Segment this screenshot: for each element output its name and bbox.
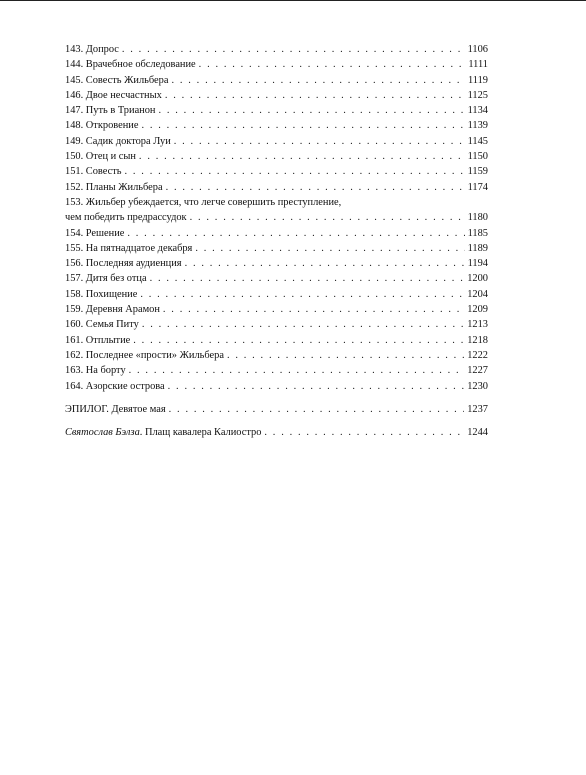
entry-title: 149. Садик доктора Луи: [65, 135, 171, 147]
entry-page: 1119: [467, 74, 488, 86]
toc-entry: [65, 256, 488, 271]
top-rule: [0, 0, 586, 1]
entry-page: 1209: [467, 304, 488, 316]
entry-title: 147. Путь в Трианон: [65, 105, 156, 117]
dot-leader: [140, 287, 464, 302]
entry-page: 1145: [467, 135, 488, 147]
toc-entry-afterword: [65, 425, 488, 440]
entry-page: 1222: [467, 349, 488, 361]
toc-entry: [65, 348, 488, 363]
dot-leader: [141, 118, 464, 133]
toc-entry: [65, 302, 488, 317]
toc-entry: [65, 317, 488, 332]
entry-page: 1139: [467, 120, 488, 132]
toc-entry: [65, 226, 488, 241]
toc-entry: [65, 210, 488, 225]
dot-leader: [171, 73, 465, 88]
toc-entry-first-line: [65, 195, 488, 210]
entry-title: 144. Врачебное обследование: [65, 59, 196, 71]
toc-entry: [65, 333, 488, 348]
entry-title: 164. Азорские острова: [65, 380, 165, 392]
table-of-contents: [65, 42, 488, 440]
dot-leader: [150, 271, 465, 286]
dot-leader: [139, 149, 465, 164]
entry-title: 145. Совесть Жильбера: [65, 74, 169, 86]
entry-title: 158. Похищение: [65, 288, 138, 300]
entry-page: 1106: [467, 44, 488, 55]
toc-entry: [65, 363, 488, 378]
entry-page: 1213: [467, 319, 488, 331]
dot-leader: [174, 134, 465, 149]
dot-leader: [127, 226, 464, 241]
entry-page: 1204: [467, 288, 488, 300]
dot-leader: [190, 210, 465, 225]
entry-page: 1125: [467, 89, 488, 101]
entry-title: 155. На пятнадцатое декабря: [65, 242, 193, 254]
toc-entry: [65, 42, 488, 57]
toc-entry: [65, 118, 488, 133]
afterword-author: Святослав Бэлза: [65, 427, 140, 439]
toc-entry-epilogue: [65, 402, 488, 417]
dot-leader: [142, 317, 464, 332]
entry-title: 160. Семья Питу: [65, 319, 139, 331]
epilogue-page: 1237: [467, 403, 488, 415]
toc-entry: [65, 180, 488, 195]
dot-leader: [169, 402, 465, 417]
section-gap: [65, 394, 488, 402]
entry-page: 1185: [467, 227, 488, 239]
entry-title: 152. Планы Жильбера: [65, 181, 163, 193]
entry-title: 157. Дитя без отца: [65, 273, 147, 285]
entry-page: 1159: [467, 166, 488, 178]
entry-page: 1111: [468, 59, 488, 71]
entry-page: 1218: [467, 334, 488, 346]
toc-entry: [65, 164, 488, 179]
entry-title: 154. Решение: [65, 227, 125, 239]
dot-leader: [195, 241, 464, 256]
toc-entry: [65, 287, 488, 302]
toc-entry: [65, 88, 488, 103]
entry-title: 151. Совесть: [65, 166, 122, 178]
dot-leader: [264, 425, 464, 440]
entry-page: 1200: [467, 273, 488, 285]
toc-entry: [65, 271, 488, 286]
dot-leader: [163, 302, 464, 317]
dot-leader: [166, 180, 465, 195]
toc-entry: [65, 73, 488, 88]
dot-leader: [165, 88, 465, 103]
entry-page: 1230: [467, 380, 488, 392]
entry-page: 1227: [467, 365, 488, 377]
entry-title: 156. Последняя аудиенция: [65, 258, 182, 270]
afterword-heading: [65, 425, 264, 440]
toc-entry: [65, 379, 488, 394]
dot-leader: [227, 348, 464, 363]
entry-title: 163. На борту: [65, 365, 126, 377]
dot-leader: [122, 42, 465, 57]
entry-title: 148. Откровение: [65, 120, 139, 132]
entry-title: чем победить предрассудок: [65, 212, 187, 224]
entry-title: 161. Отплытие: [65, 334, 131, 346]
toc-entry: [65, 149, 488, 164]
entry-title: 159. Деревня Арамон: [65, 304, 160, 316]
entry-title: 150. Отец и сын: [65, 151, 136, 163]
dot-leader: [133, 333, 464, 348]
entry-page: 1134: [467, 105, 488, 117]
entry-title: 143. Допрос: [65, 44, 119, 55]
entry-page: 1174: [467, 181, 488, 193]
section-gap: [65, 417, 488, 425]
entry-title-line1: 153. Жильбер убеждается, что легче совершить преступление,: [65, 196, 342, 208]
toc-entry: [65, 134, 488, 149]
entry-page: 1180: [467, 212, 488, 224]
epilogue-title: ЭПИЛОГ. Девятое мая: [65, 403, 166, 415]
dot-leader: [125, 164, 465, 179]
entry-title: 162. Последнее «прости» Жильбера: [65, 349, 224, 361]
toc-entry: [65, 103, 488, 118]
toc-entry: [65, 241, 488, 256]
dot-leader: [168, 379, 465, 394]
toc-entry: [65, 57, 488, 72]
dot-leader: [159, 103, 465, 118]
afterword-page: 1244: [467, 427, 488, 439]
afterword-title: . Плащ кавалера Калиостро: [139, 427, 262, 439]
entry-page: 1194: [467, 258, 488, 270]
entry-title: 146. Двое несчастных: [65, 89, 162, 101]
dot-leader: [129, 363, 465, 378]
entry-page: 1189: [467, 242, 488, 254]
dot-leader: [199, 57, 466, 72]
dot-leader: [185, 256, 465, 271]
entry-page: 1150: [467, 151, 488, 163]
